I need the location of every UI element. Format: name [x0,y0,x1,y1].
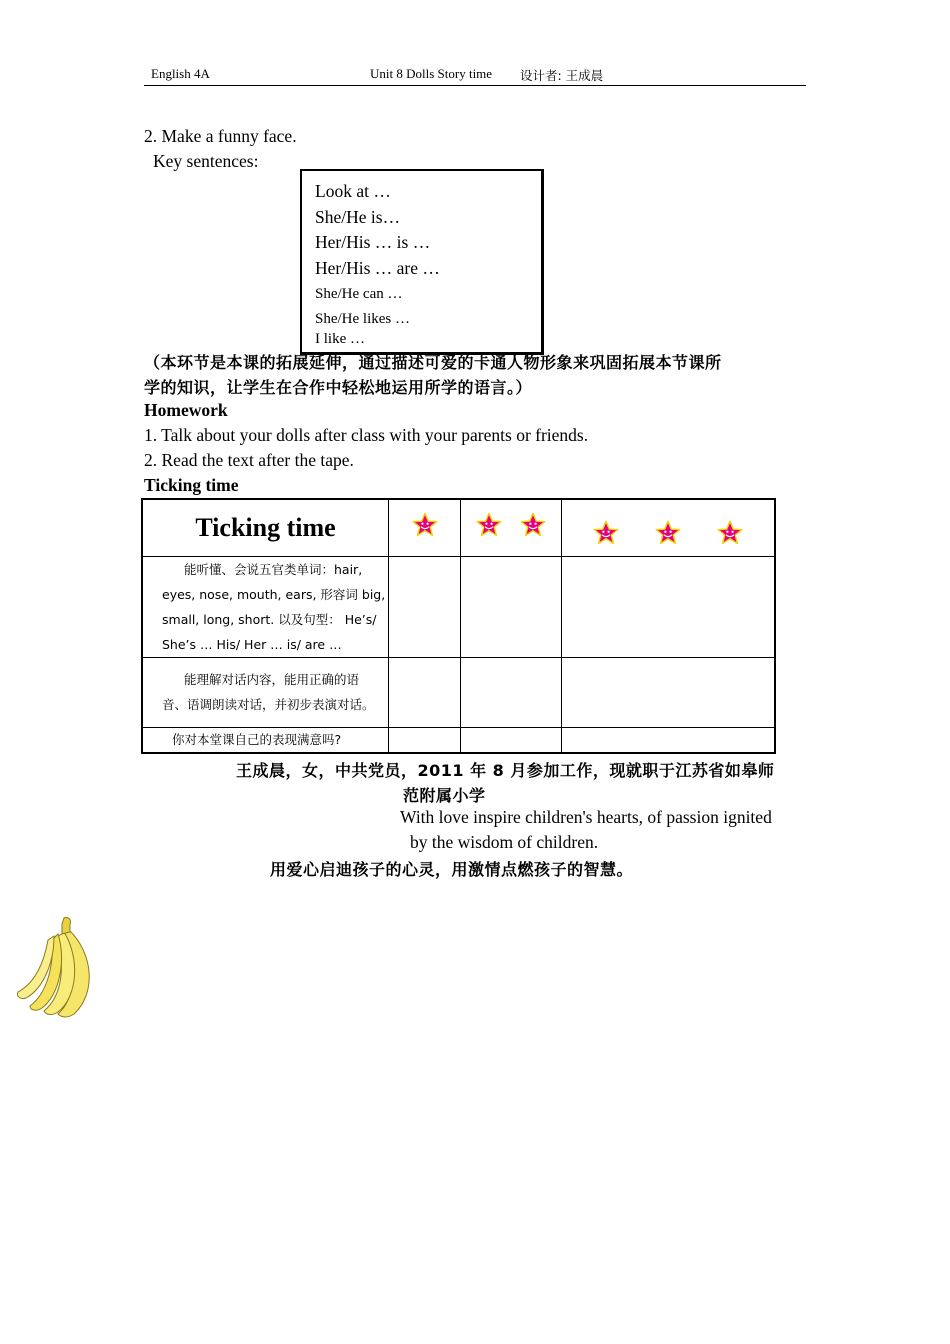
header-designer: 设计者: 王成晨 [520,68,604,83]
star-icon [717,533,743,550]
note-line: 学的知识，让学生在合作中轻松地运用所学的语言。） [144,378,533,397]
key-sentence: She/He is… [315,207,401,227]
motto-chinese: 用爱心启迪孩子的心灵，用激情点燃孩子的智慧。 [270,860,634,879]
tick-cell[interactable] [461,657,562,727]
banana-icon [14,914,98,1025]
tick-cell[interactable] [461,556,562,657]
activity-title: 2. Make a funny face. [144,126,297,146]
criterion-vocabulary: 能听懂、会说五官类单词：hair, eyes, nose, mouth, ears, 形容词 big, small, long, short. 以及句型： He’s/ She’s … His/ Her … is/ are … [142,556,389,657]
header-course: English 4A [151,66,210,81]
key-sentence: I like … [315,331,365,347]
ticking-table [141,498,776,754]
star-icon [655,533,681,550]
criterion-satisfaction: 你对本堂课自己的表现满意吗? [142,727,389,753]
star-icon [520,525,546,542]
homework-item: 2. Read the text after the tape. [144,450,354,470]
three-star-column [562,499,776,556]
key-sentences-label: Key sentences: [153,151,259,171]
star-icon [412,525,438,542]
key-sentence: She/He likes … [315,311,410,327]
note-line: （本环节是本课的拓展延伸，通过描述可爱的卡通人物形象来巩固拓展本节课所 [144,353,722,372]
tick-cell[interactable] [562,727,776,753]
tick-cell[interactable] [562,657,776,727]
star-icon [593,533,619,550]
ticking-heading: Ticking time [144,475,239,495]
ticking-table-title: Ticking time [142,499,389,556]
tick-cell[interactable] [389,727,461,753]
homework-item: 1. Talk about your dolls after class with your parents or friends. [144,425,589,445]
criterion-dialogue: 能理解对话内容，能用正确的语 音、语调朗读对话，并初步表演对话。 [142,657,389,727]
one-star-column [389,499,461,556]
author-bio-cont: 范附属小学 [403,786,486,805]
tick-cell[interactable] [461,727,562,753]
key-sentence: She/He can … [315,286,403,302]
header-unit: Unit 8 Dolls Story time [370,66,493,81]
key-sentence: Her/His … is … [315,232,431,252]
tick-cell[interactable] [562,556,776,657]
tick-cell[interactable] [389,657,461,727]
motto-english: With love inspire children's hearts, of passion ignited [400,807,772,827]
two-star-column [461,499,562,556]
tick-cell[interactable] [389,556,461,657]
key-sentence: Look at … [315,181,391,201]
header-rule [144,85,806,86]
star-icon [476,525,502,542]
motto-english-cont: by the wisdom of children. [410,832,599,852]
homework-heading: Homework [144,400,228,420]
author-bio: 王成晨，女，中共党员，2011 年 8 月参加工作，现就职于江苏省如皋师 [236,761,775,780]
key-sentence: Her/His … are … [315,258,440,278]
